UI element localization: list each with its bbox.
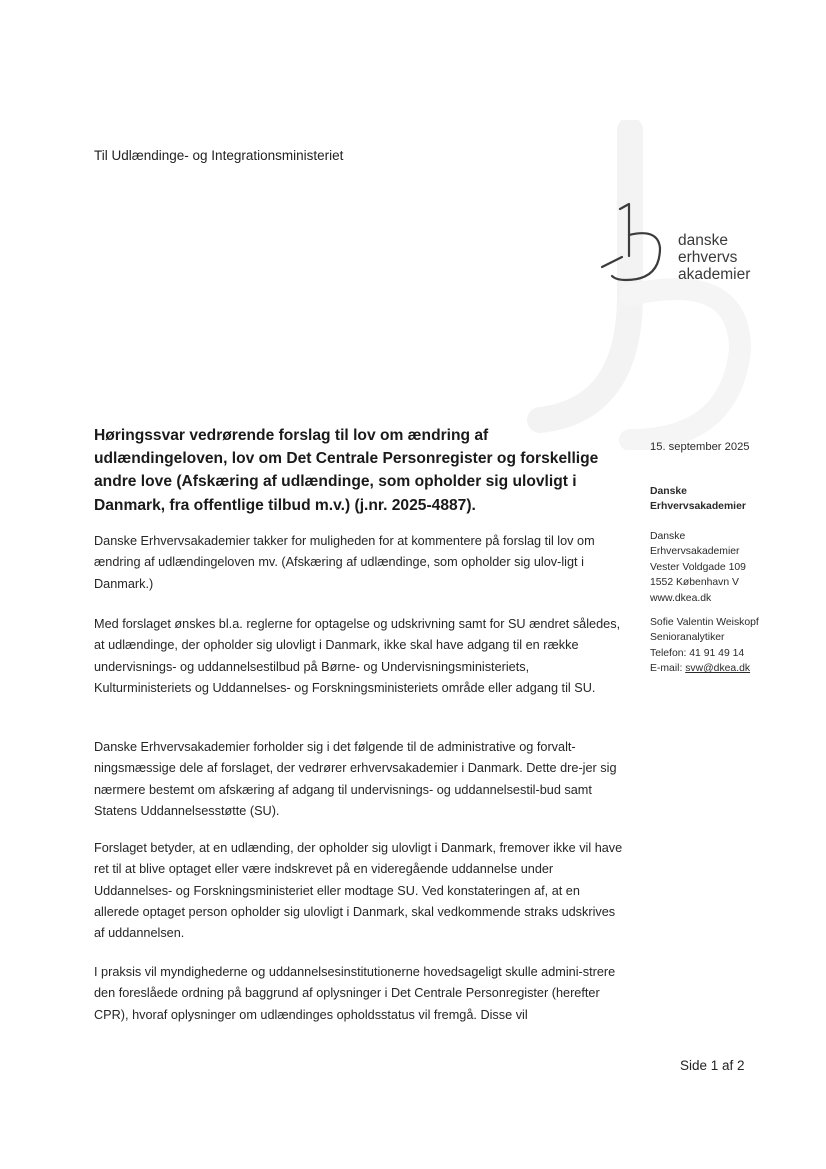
document-date: 15. september 2025 xyxy=(650,441,750,453)
logo-word-1: danske xyxy=(678,232,728,249)
address-line-4: 1552 København V xyxy=(650,577,739,589)
contact-phone: Telefon: 41 91 49 14 xyxy=(650,647,745,659)
contact-block xyxy=(650,615,759,677)
email-label: E-mail: xyxy=(650,663,686,675)
paragraph-5: I praksis vil myndighederne og uddannelsesinstitutionerne hovedsageligt skulle admini-strere den foreslåede ordning på baggrund af oplysninger i Det Centrale Personregister (herefter CPR), hvoraf oplysninger om udlændinges opholdsstatus vil fremgå. Disse vil xyxy=(94,965,616,1022)
sender-organization xyxy=(650,484,746,515)
website: www.dkea.dk xyxy=(650,592,712,604)
address-line-1: Danske xyxy=(650,531,686,542)
logo-mark-icon xyxy=(596,200,676,290)
address-line-3: Vester Voldgade 109 xyxy=(650,561,746,573)
sender-address xyxy=(650,529,746,606)
contact-email-row xyxy=(650,661,759,676)
logo-word-2: erhvervs xyxy=(678,249,738,266)
company-logo xyxy=(596,200,776,300)
contact-name: Sofie Valentin Weiskopf xyxy=(650,617,759,628)
contact-title: Senioranalytiker xyxy=(650,632,725,644)
paragraph-3: Danske Erhvervsakademier forholder sig i det følgende til de administrative og forvalt-ningsmæssige dele af forslaget, der vedrører erhvervsakademier i Danmark. Dette dre-jer sig nærmere bestemt om afskæring af adgang til undervisnings- og uddannelsestil-bud samt Statens Uddannelsesstøtte (SU). xyxy=(94,740,617,818)
document-heading: Høringssvar vedrørende forslag til lov om ændring af udlændingeloven, lov om Det Centrale Personregister og forskellige andre love (Afskæring af udlændinge, som opholder sig ulovligt i Danmark, fra offentlige tilbud m.v.) (j.nr. 2025-4887). xyxy=(94,427,599,514)
recipient-line: Til Udlændinge- og Integrationsministeriet xyxy=(94,148,344,163)
logo-wordmark xyxy=(678,232,750,283)
sender-org-line-1: Danske xyxy=(650,486,687,497)
page-number: Side 1 af 2 xyxy=(680,1058,745,1073)
address-line-2: Erhvervsakademier xyxy=(650,546,740,558)
sender-org-line-2: Erhvervsakademier xyxy=(650,501,746,513)
logo-word-3: akademier xyxy=(678,266,751,283)
email-link[interactable]: svw@dkea.dk xyxy=(685,663,751,675)
paragraph-4: Forslaget betyder, at en udlænding, der opholder sig ulovligt i Danmark, fremover ikke vil have ret til at blive optaget eller være indskrevet på en videregående uddannelse under Uddannelses- og Forskningsministeriet eller modtage SU. Ved konstateringen af, at en allerede optaget person opholder sig ulovligt i Danmark, skal vedkommende straks udskrives af uddannelsen. xyxy=(94,841,623,941)
paragraph-1: Danske Erhvervsakademier takker for muligheden for at kommentere på forslag til lov om ændring af udlændingeloven mv. (Afskæring af udlændinge, som opholder sig ulov-ligt i Danmark.) xyxy=(94,534,595,591)
paragraph-2: Med forslaget ønskes bl.a. reglerne for optagelse og udskrivning samt for SU ændret således, at udlændinge, der opholder sig ulovligt i Danmark, ikke skal have adgang til en række undervisnings- og uddannelsestilbud på Børne- og Undervisningsministeriets, Kulturministeriets og Uddannelses- og Forskningsministeriets område eller adgang til SU. xyxy=(94,617,621,695)
